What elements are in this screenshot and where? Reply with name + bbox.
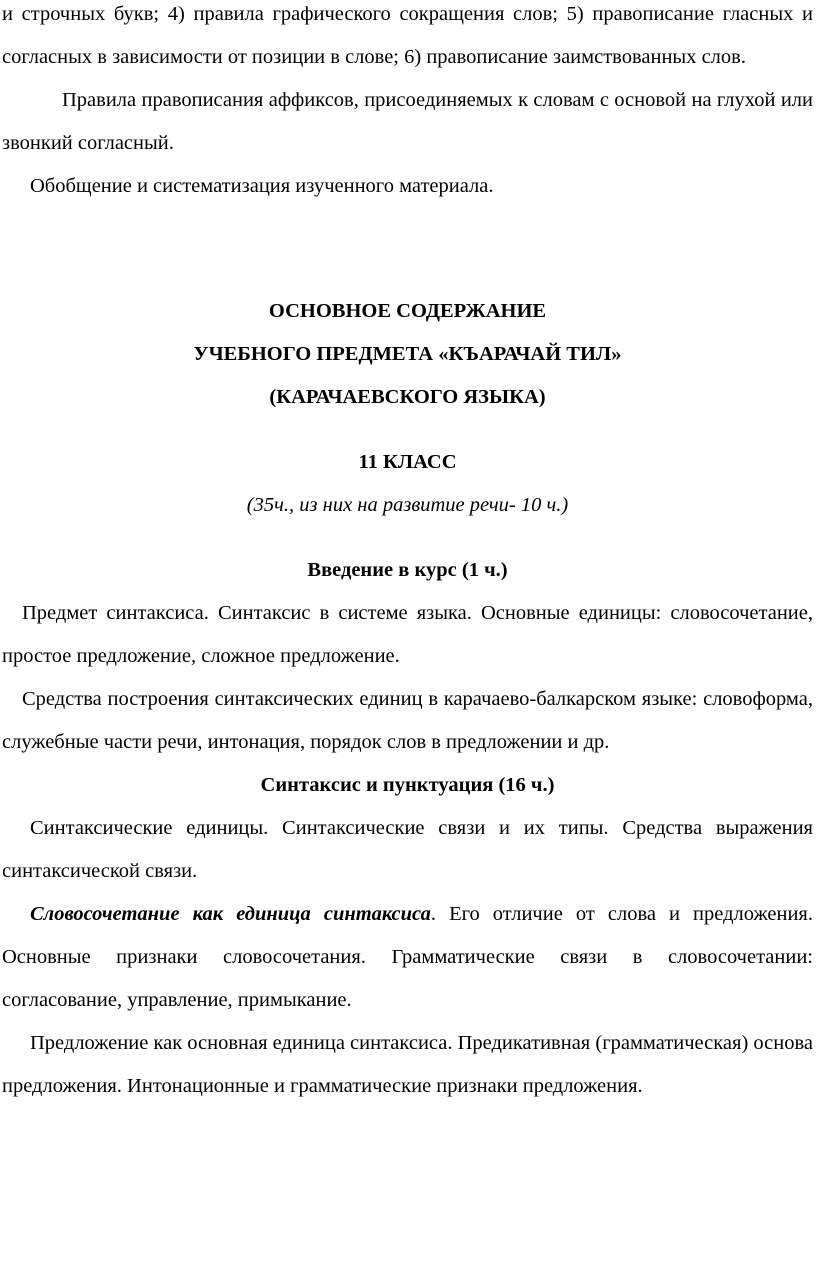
section-syntax-paragraph-3: Предложение как основная единица синтаксиса. Предикативная (грамматическая) основа предложения. Интонационные и грамматические признаки предложения. xyxy=(2,1032,813,1097)
section-intro-paragraph-1: Предмет синтаксиса. Синтаксис в системе языка. Основные единицы: словосочетание, простое предложение, сложное предложение. xyxy=(2,602,813,667)
intro-paragraph-1: и строчных букв; 4) правила графического сокращения слов; 5) правописание гласных и согласных в зависимости от позиции в слове; 6) правописание заимствованных слов. xyxy=(2,3,813,68)
section-syntax-paragraph-2 xyxy=(2,893,813,1022)
syntax-term: Словосочетание как единица синтаксиса xyxy=(30,903,431,925)
heading-line-2: УЧЕБНОГО ПРЕДМЕТА «КЪАРАЧАЙ ТИЛ» xyxy=(193,343,622,365)
heading-line-1: ОСНОВНОЕ СОДЕРЖАНИЕ xyxy=(268,300,547,322)
hours-note: (35ч., из них на развитие речи- 10 ч.) xyxy=(246,494,569,516)
section-intro-title: Введение в курс (1 ч.) xyxy=(307,559,508,581)
intro-paragraph-3: Обобщение и систематизация изученного материала. xyxy=(30,175,494,197)
intro-paragraph-2: Правила правописания аффиксов, присоединяемых к словам с основой на глухой или звонкий согласный. xyxy=(2,89,813,154)
spacer xyxy=(2,419,813,441)
section-syntax-title: Синтаксис и пунктуация (16 ч.) xyxy=(260,774,555,796)
section-intro-paragraph-2: Средства построения синтаксических единиц в карачаево-балкарском языке: словоформа, служебные части речи, интонация, порядок слов в предложении и др. xyxy=(2,688,813,753)
section-syntax-paragraph-1: Синтаксические единицы. Синтаксические связи и их типы. Средства выражения синтаксической связи. xyxy=(2,817,813,882)
spacer xyxy=(2,527,813,549)
grade-heading: 11 КЛАСС xyxy=(358,451,457,473)
syntax-term-description: . Его отличие от слова и предложения. Основные признаки словосочетания. Грамматические связи в словосочетании: согласование, управление, примыкание. xyxy=(2,903,813,1011)
spacer xyxy=(2,208,813,290)
heading-line-3: (КАРАЧАЕВСКОГО ЯЗЫКА) xyxy=(269,386,546,408)
